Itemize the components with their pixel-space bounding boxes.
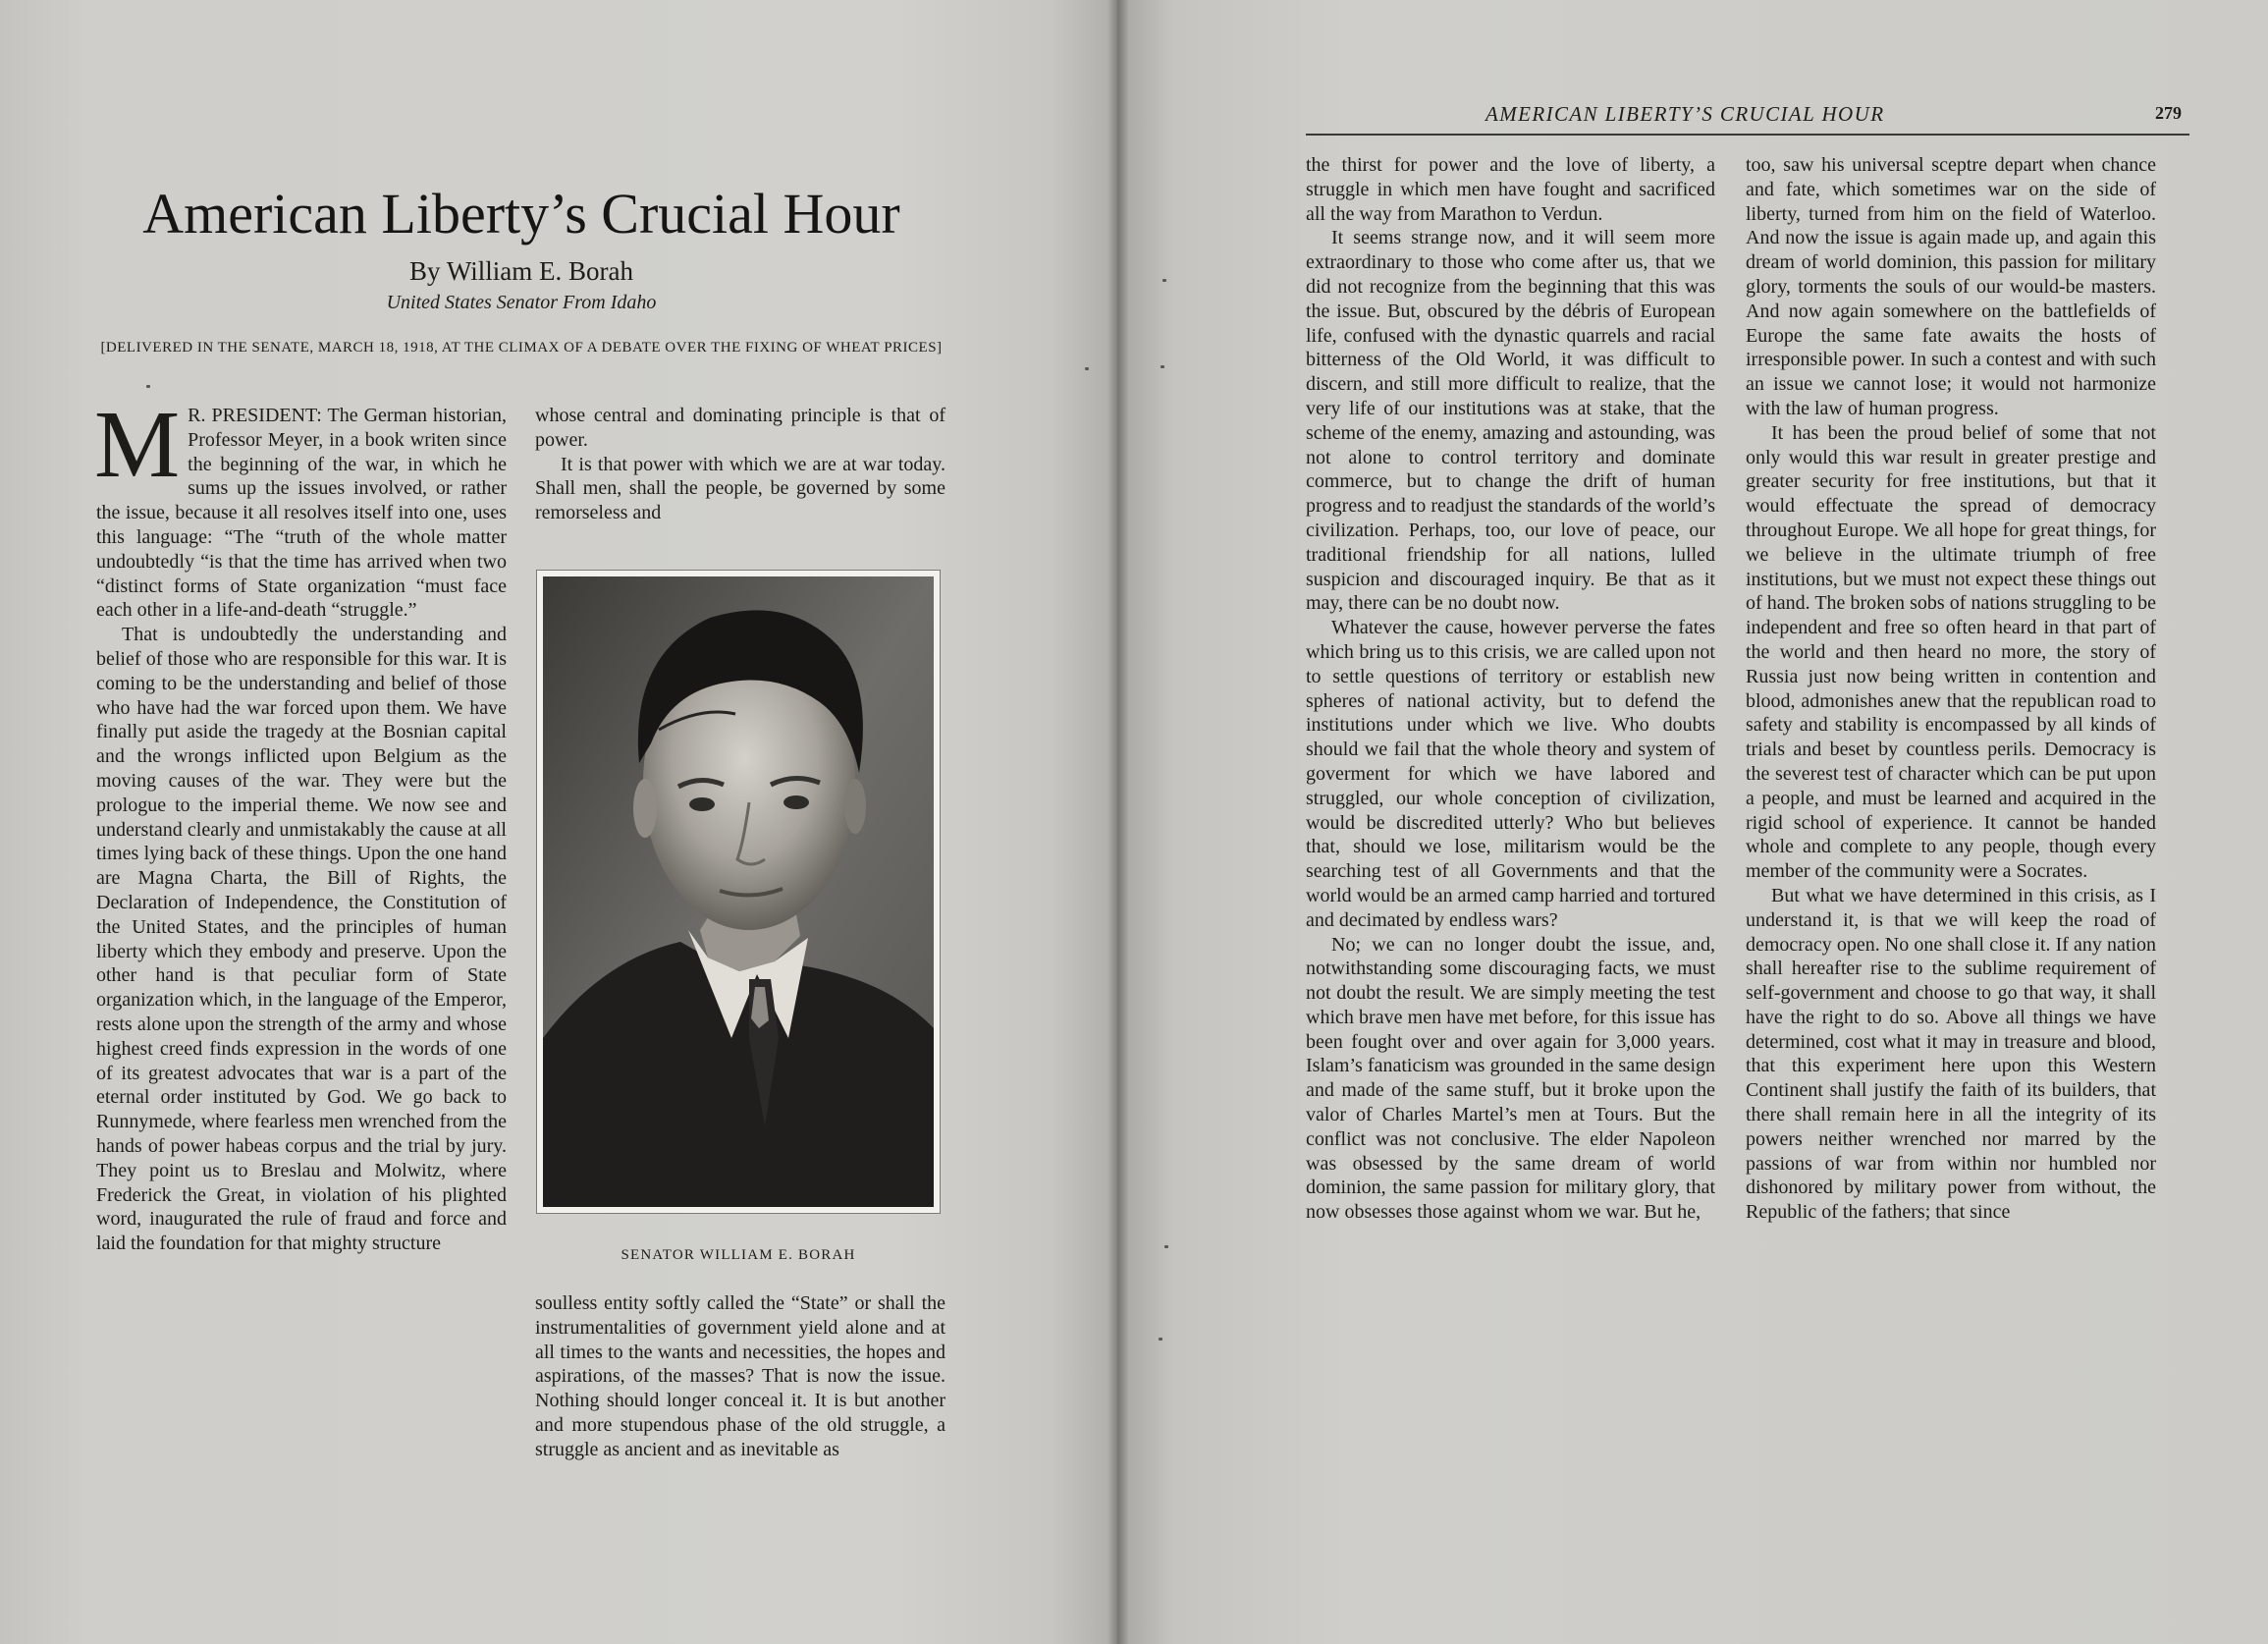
page-speck (1164, 1245, 1168, 1248)
byline: By William E. Borah (409, 256, 633, 286)
paragraph: It is that power with which we are at war today. Shall men, shall the people, be governed by some remorseless and (535, 453, 945, 524)
paragraph-text: R. PRESIDENT: The German historian, Professor Meyer, in a book writen since the beginning of the war, in which he sums up the issues involved, or rather the issue, because it all resolves itself into one, uses this language: “The “truth of the whole matter undoubtedly “is that the time has arrived when two “distinct forms of State organization “must face each other in a life-and-death “struggle.” (96, 405, 507, 622)
paragraph: It has been the proud belief of some that not only would this war result in greater prestige and greater security for free institutions, but that it would effectuate the spread of democracy throughout Europe. We all hope for great things, for we believe in the ultimate triumph of free institutions, but we must not expect these things out of hand. The broken sobs of nations struggling to be independent and free so often heard in that part of the world and then heard no more, the story of Russia just now being written in contention and blood, admonishes anew that the republican road to safety and stability is encompassed by all kinds of trials and beset by countless perils. Democracy is the severest test of character which can be put upon a people, and must be learned and acquired in the rigid school of experience. It cannot be handed whole and complete to any people, though every member of the community were a Socrates. (1746, 421, 2156, 883)
paragraph: too, saw his universal sceptre depart when chance and fate, which sometimes war on the side of liberty, turned from him on the field of Waterloo. And now the issue is again made up, and again this dream of world dominion, this passion for military glory, torments the souls of our would-be masters. And now again somewhere on the battlefields of Europe the same fate awaits the hosts of irresponsible power. In such a contest and with such an issue we cannot lose; it would not harmonize with the law of human progress. (1746, 154, 2156, 419)
page-speck (146, 385, 150, 388)
page-speck (1162, 279, 1166, 282)
page-speck (1161, 365, 1164, 368)
paragraph: Whatever the cause, however perverse the fates which bring us to this crisis, we are called upon not to settle questions of territory or establish new spheres of national activity, but to defend the institutions under which we live. Who doubts should we fail that the whole theory and system of goverment for which we have labored and struggled, our whole conception of civilization, would be discredited utterly? Who but believes that, should we lose, militarism would be the searching test of all Governments and that the world would be an armed camp harried and tortured and decimated by endless wars? (1306, 617, 1715, 931)
article-column-2-bottom (535, 1291, 945, 1462)
paragraph: soulless entity softly called the “State” or shall the instrumentalities of government yield alone and at all times to the wants and necessities, the hopes and aspirations, of the masses? That is now the issue. Nothing should longer conceal it. It is but another and more stupendous phase of the old struggle, a struggle as ancient and as inevitable as (535, 1292, 945, 1460)
page-number: 279 (2155, 103, 2182, 123)
paragraph (94, 392, 507, 623)
drop-cap: M (94, 392, 181, 498)
paragraph: It seems strange now, and it will seem more extraordinary to those who come after us, that we did not recognize from the beginning that this was the issue. But, obscured by the débris of European life, confused with the dynastic quarrels and racial bitterness of the Old World, it was difficult to discern, and still more difficult to realize, that the very life of our institutions was at stake, that the scheme of the enemy, amazing and astounding, was not alone to control territory and dominate commerce, but to change the drift of human progress and to readjust the standards of the world’s civilization. Perhaps, too, our love of peace, our traditional friendship for all nations, lulled suspicion and discouraged inquiry. Be that as it may, there can be no doubt now. (1306, 227, 1715, 615)
senator-portrait-photo (536, 570, 941, 1214)
photo-caption: SENATOR WILLIAM E. BORAH (621, 1247, 856, 1263)
paragraph: That is undoubtedly the understanding and belief of those who are responsible for this war. It is coming to be the understanding and belief of those who have had the war forced upon them. We have finally put aside the tragedy at the Bosnian capital and the wrongs inflicted upon Belgium as the moving causes of the war. They were but the prologue to the imperial theme. We now see and understand clearly and unmistakably the cause at all times lying back of these things. Upon the one hand are Magna Charta, the Bill of Rights, the Declaration of Independence, the Constitution of the United States, and the principles of human liberty which they embody and preserve. Upon the other hand is that peculiar form of State organization which, in the language of the Emperor, rests alone upon the strength of the army and whose highest creed finds expression in the words of one of its greatest advocates that war is a part of the eternal order instituted by God. We go back to Runnymede, where fearless men wrenched from the hands of power habeas corpus and the trial by jury. They point us to Breslau and Molwitz, where Frederick the Great, in violation of his plighted word, inaugurated the rule of fraud and force and laid the foundation for that mighty structure (96, 624, 507, 1255)
paragraph: the thirst for power and the love of liberty, a struggle in which men have fought and sacrificed all the way from Marathon to Verdun. (1306, 154, 1715, 225)
article-column-2-top (535, 404, 945, 525)
article-title: American Liberty’s Crucial Hour (142, 182, 900, 246)
paragraph: But what we have determined in this crisis, as I understand it, is that we will keep the road of democracy open. No one shall close it. If any nation shall hereafter rise to the sublime requirement of self-government and choose to go that way, it shall have the right to do so. Above all things we have determined, cost what it may in treasure and blood, that this experiment here upon this Western Continent shall justify the faith of its builders, that there shall remain here in all the integrity of its powers neither wrenched nor marred by the passions of war from within nor humbled nor dishonored by military power from without, the Republic of the fathers; that since (1746, 884, 2156, 1224)
paragraph: whose central and dominating principle is that of power. (535, 405, 945, 451)
page-speck (1085, 367, 1089, 370)
article-column-4 (1746, 153, 2156, 1225)
page-speck (1159, 1338, 1162, 1341)
left-page (0, 0, 1117, 1644)
book-gutter (1107, 0, 1129, 1644)
running-head-title: AMERICAN LIBERTY’S CRUCIAL HOUR (1485, 102, 1885, 126)
paragraph: No; we can no longer doubt the issue, and, notwithstanding some discouraging facts, we must not doubt the result. We are simply meeting the test which brave men have met before, for this issue has been fought over and over again for 3,000 years. Islam’s fanaticism was grounded in the same design and made of the same stuff, but it broke upon the valor of Charles Martel’s men at Tours. But the conflict was not conclusive. The elder Napoleon was obsessed by the same dream of world dominion, the same passion for military glory, that now obsesses those against whom we war. But he, (1306, 933, 1715, 1224)
author-affiliation: United States Senator From Idaho (386, 292, 657, 313)
running-header (1306, 102, 2189, 136)
article-column-1 (94, 392, 507, 1256)
delivery-note: [DELIVERED IN THE SENATE, MARCH 18, 1918, AT THE CLIMAX OF A DEBATE OVER THE FIXING OF WHEAT PRICES] (100, 340, 943, 356)
article-column-3 (1306, 153, 1715, 1225)
portrait-image (543, 576, 934, 1207)
